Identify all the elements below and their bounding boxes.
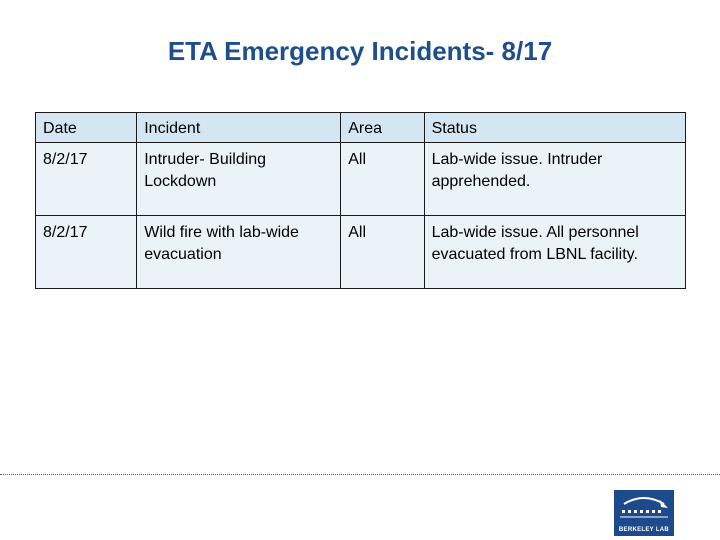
header-incident: Incident bbox=[137, 113, 341, 143]
header-date: Date bbox=[36, 113, 137, 143]
cell-incident: Intruder- Building Lockdown bbox=[137, 143, 341, 216]
cell-incident: Wild fire with lab-wide evacuation bbox=[137, 216, 341, 289]
table-row bbox=[36, 216, 686, 289]
header-status: Status bbox=[424, 113, 685, 143]
berkeley-lab-logo-icon bbox=[614, 490, 674, 524]
incidents-table bbox=[35, 112, 686, 289]
cell-status: Lab-wide issue. All personnel evacuated from LBNL facility. bbox=[424, 216, 685, 289]
cell-date: 8/2/17 bbox=[36, 143, 137, 216]
cell-date: 8/2/17 bbox=[36, 216, 137, 289]
header-area: Area bbox=[341, 113, 424, 143]
cell-area: All bbox=[341, 143, 424, 216]
slide-title: ETA Emergency Incidents- 8/17 bbox=[167, 36, 553, 66]
table-header-row bbox=[36, 113, 686, 143]
cell-status: Lab-wide issue. Intruder apprehended. bbox=[424, 143, 685, 216]
footer-divider bbox=[0, 474, 720, 475]
cell-area: All bbox=[341, 216, 424, 289]
berkeley-lab-logo bbox=[614, 490, 674, 536]
logo-text: BERKELEY LAB bbox=[618, 527, 670, 533]
table-row bbox=[36, 143, 686, 216]
